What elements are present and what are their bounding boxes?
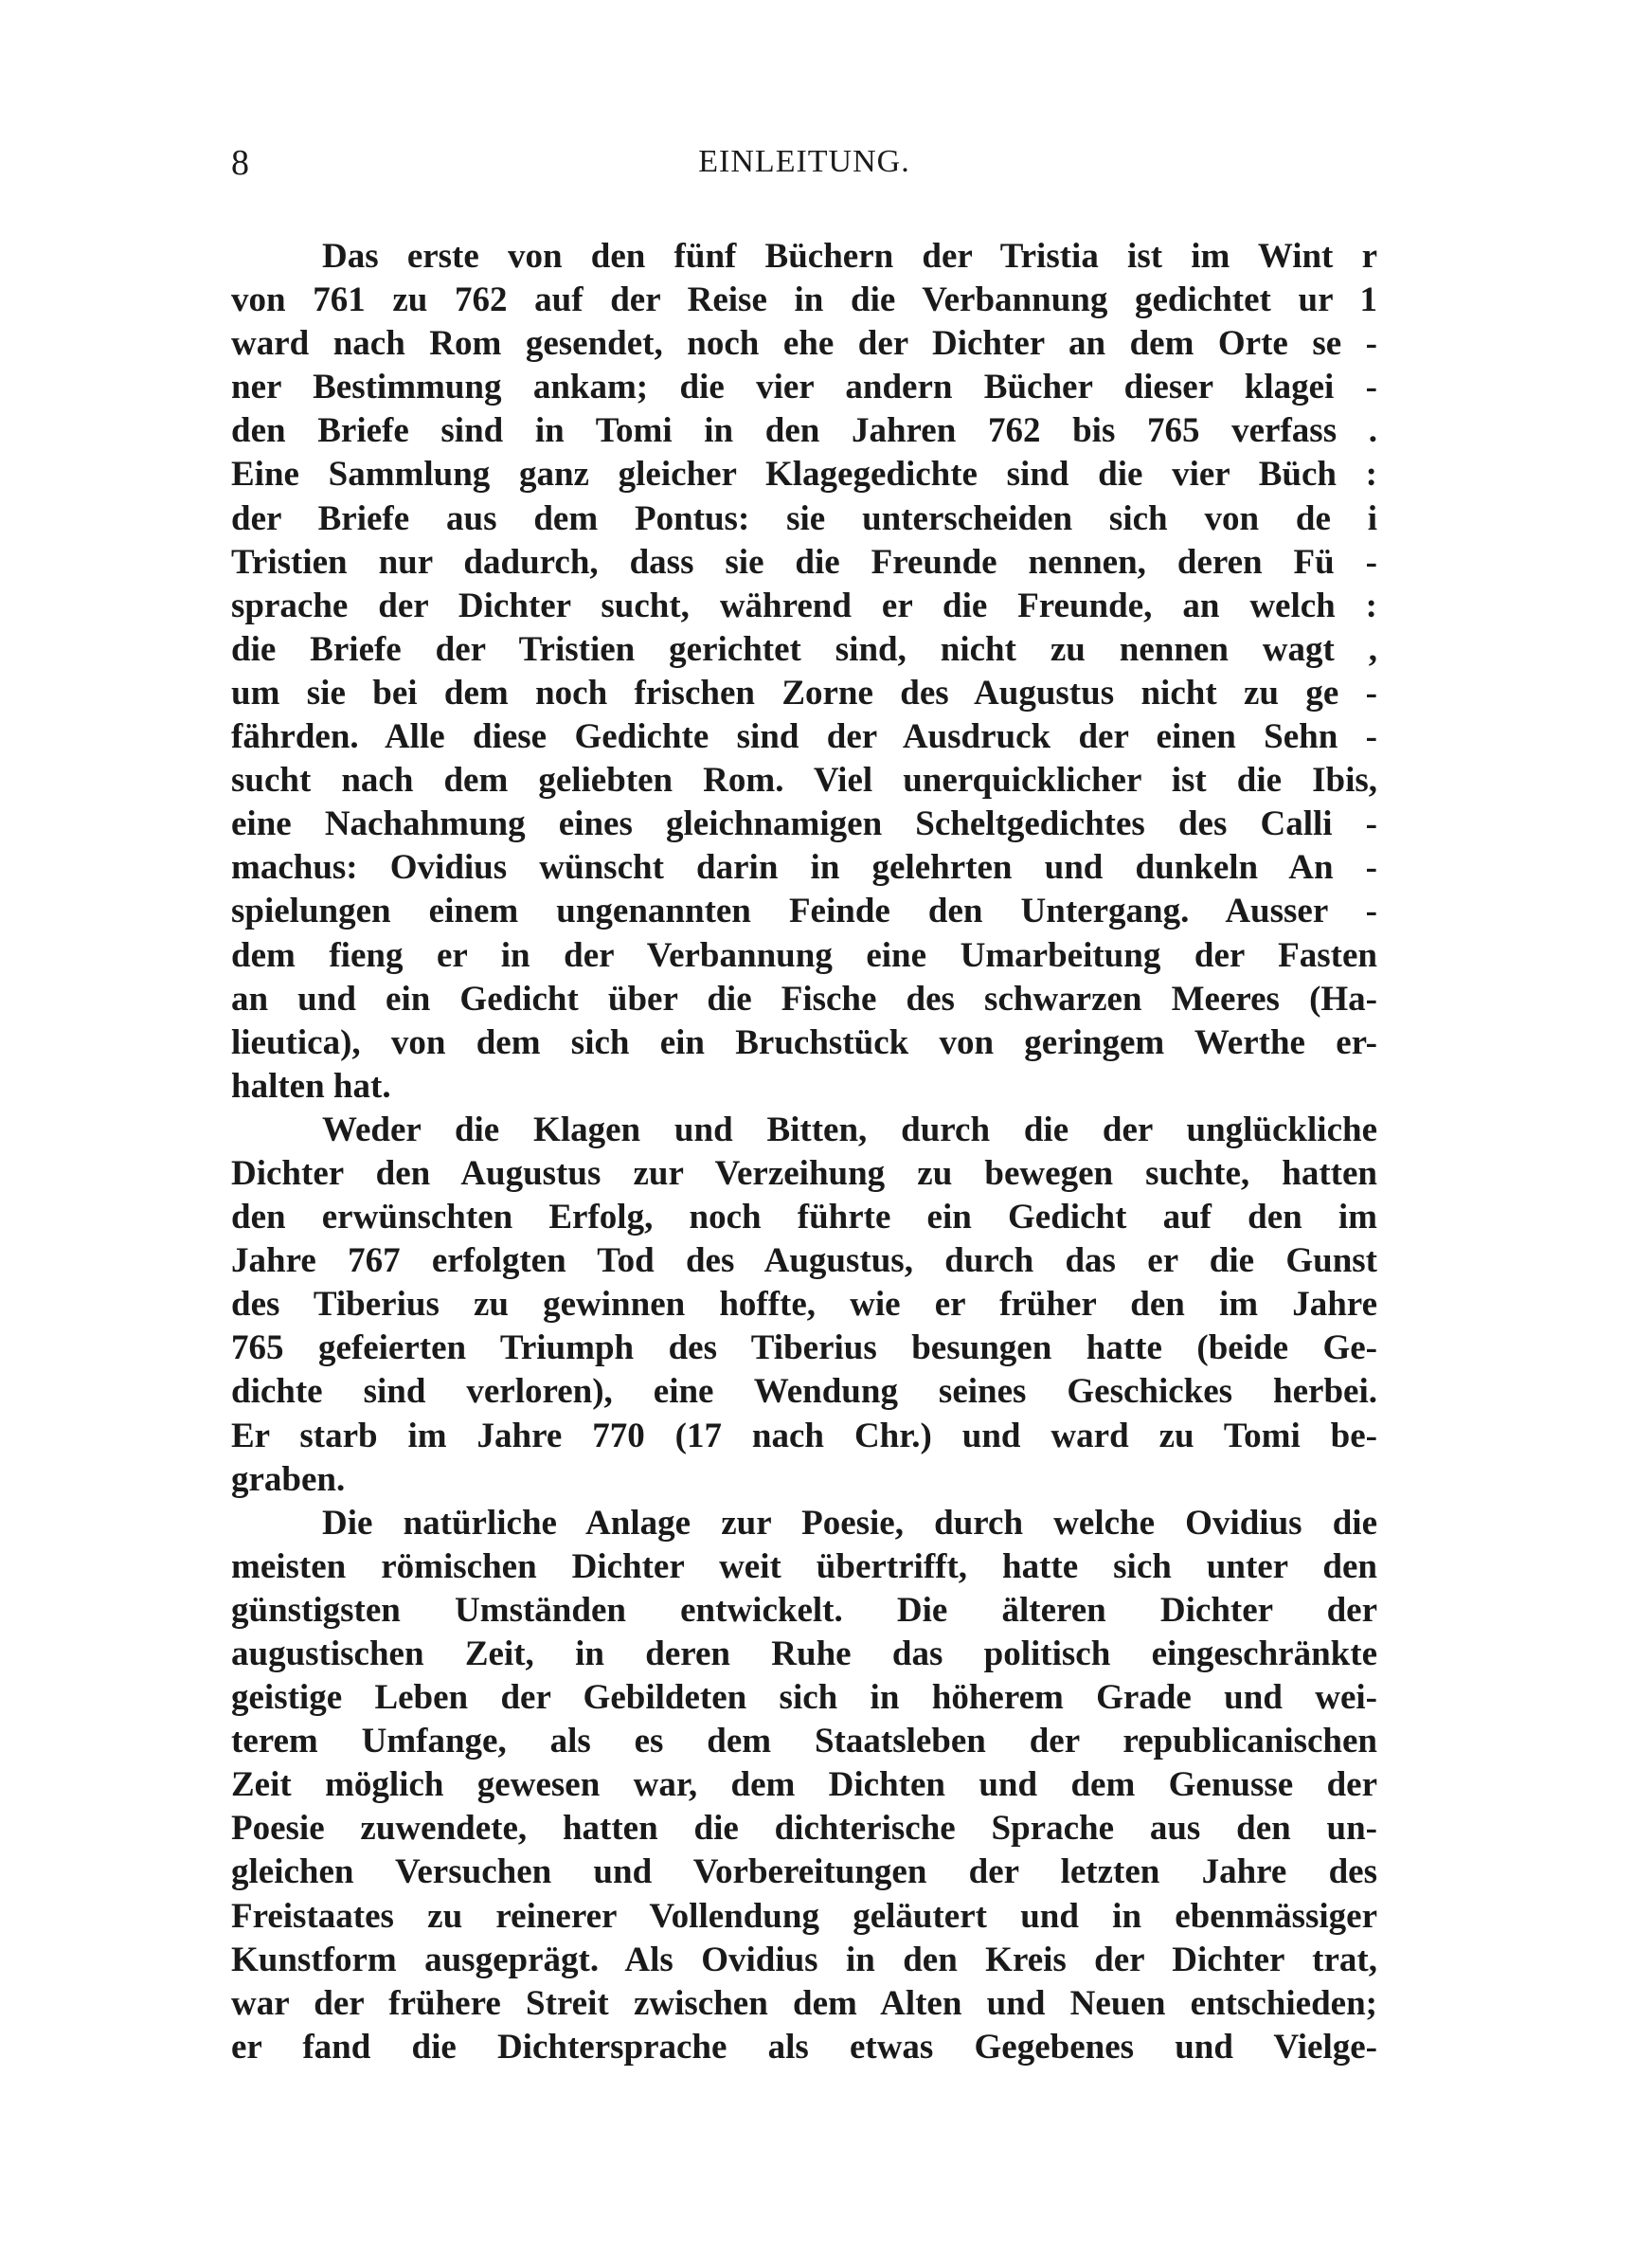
text-line: ward nach Rom gesendet, noch ehe der Dichter an dem Orte se - (231, 324, 1377, 364)
text-line: Tristien nur dadurch, dass sie die Freunde nennen, deren Fü - (231, 542, 1377, 582)
text-line: die Briefe der Tristien gerichtet sind, nicht zu nennen wagt , (231, 629, 1377, 669)
text-line: meisten römischen Dichter weit übertrifft, hatte sich unter den (231, 1546, 1377, 1586)
text-line: Das erste von den fünf Büchern der Tristia ist im Wint r (322, 237, 1377, 276)
text-line: ner Bestimmung ankam; die vier andern Bücher dieser klagei - (231, 368, 1377, 407)
text-line: graben. (231, 1459, 346, 1499)
text-line: Zeit möglich gewesen war, dem Dichten und dem Genusse der (231, 1765, 1377, 1805)
text-line: terem Umfange, als es dem Staatsleben der republicanischen (231, 1722, 1377, 1761)
text-line: Freistaates zu reinerer Vollendung geläutert und in ebenmässiger (231, 1896, 1377, 1936)
text-line: geistige Leben der Gebildeten sich in höherem Grade und wei- (231, 1678, 1377, 1718)
running-head: EINLEITUNG. (698, 144, 910, 179)
text-line: halten hat. (231, 1066, 391, 1106)
text-line: eine Nachahmung eines gleichnamigen Scheltgedichtes des Calli - (231, 804, 1377, 844)
text-line: dem fieng er in der Verbannung eine Umarbeitung der Fasten (231, 935, 1377, 975)
text-line: an und ein Gedicht über die Fische des schwarzen Meeres (Ha- (231, 979, 1377, 1019)
text-line: sucht nach dem geliebten Rom. Viel unerquicklicher ist die Ibis, (231, 761, 1377, 801)
text-line: 765 gefeierten Triumph des Tiberius besungen hatte (beide Ge- (231, 1328, 1377, 1368)
text-line: von 761 zu 762 auf der Reise in die Verbannung gedichtet ur 1 (231, 280, 1377, 320)
page-number: 8 (231, 143, 249, 183)
text-line: dichte sind verloren), eine Wendung seines Geschickes herbei. (231, 1372, 1377, 1412)
text-line: um sie bei dem noch frischen Zorne des Augustus nicht zu ge - (231, 673, 1377, 713)
text-line: sprache der Dichter sucht, während er die Freunde, an welch : (231, 586, 1377, 625)
text-line: des Tiberius zu gewinnen hoffte, wie er früher den im Jahre (231, 1285, 1377, 1325)
text-line: Er starb im Jahre 770 (17 nach Chr.) und ward zu Tomi be- (231, 1416, 1377, 1455)
text-line: war der frühere Streit zwischen dem Alten und Neuen entschieden; (231, 1983, 1377, 2023)
text-line: Dichter den Augustus zur Verzeihung zu bewegen suchte, hatten (231, 1153, 1377, 1193)
text-line: den Briefe sind in Tomi in den Jahren 762 bis 765 verfass . (231, 411, 1377, 451)
text-line: Weder die Klagen und Bitten, durch die der unglückliche (322, 1110, 1377, 1149)
text-line: günstigsten Umständen entwickelt. Die älteren Dichter der (231, 1590, 1377, 1630)
text-line: Kunstform ausgeprägt. Als Ovidius in den Kreis der Dichter trat, (231, 1940, 1377, 1979)
text-line: spielungen einem ungenannten Feinde den Untergang. Ausser - (231, 892, 1377, 931)
text-line: fährden. Alle diese Gedichte sind der Ausdruck der einen Sehn - (231, 717, 1377, 757)
body-text (231, 235, 1377, 2069)
text-line: gleichen Versuchen und Vorbereitungen der letzten Jahre des (231, 1852, 1377, 1892)
text-line: augustischen Zeit, in deren Ruhe das politisch eingeschränkte (231, 1634, 1377, 1673)
text-line: er fand die Dichtersprache als etwas Gegebenes und Vielge- (231, 2027, 1377, 2067)
text-line: Jahre 767 erfolgten Tod des Augustus, durch das er die Gunst (231, 1241, 1377, 1281)
text-line: Eine Sammlung ganz gleicher Klagegedichte sind die vier Büch : (231, 455, 1377, 495)
text-line: der Briefe aus dem Pontus: sie unterscheiden sich von de i (231, 498, 1377, 538)
page-header (231, 142, 1377, 199)
text-line: Die natürliche Anlage zur Poesie, durch welche Ovidius die (322, 1503, 1377, 1543)
text-line: Poesie zuwendete, hatten die dichterische Sprache aus den un- (231, 1809, 1377, 1849)
text-line: lieutica), von dem sich ein Bruchstück von geringem Werthe er- (231, 1022, 1377, 1062)
text-line: machus: Ovidius wünscht darin in gelehrten und dunkeln An - (231, 848, 1377, 888)
text-line: den erwünschten Erfolg, noch führte ein Gedicht auf den im (231, 1198, 1377, 1237)
